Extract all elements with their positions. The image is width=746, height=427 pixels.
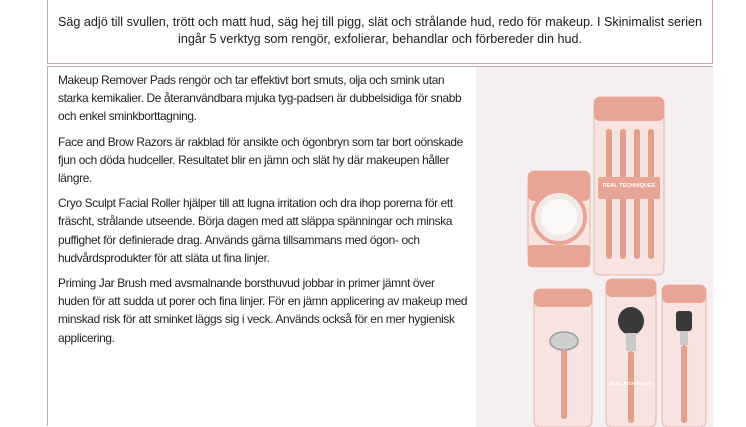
paragraph-cryo-sculpt-roller: Cryo Sculpt Facial Roller hjälper till att lugna irritation och dra ihop porerna för ett fräscht, strålande utseende. Börja dagen med att släppa spänningar och minska puffighet för definierade drag. Används gärna tillsammans med ögon- och hudvårdsprodukter för att släta ut fina linjer. (58, 196, 453, 265)
brand-label-brush: REAL TECHNIQUES (609, 381, 653, 386)
second-brush-package (662, 285, 706, 427)
cryo-sculpt-roller-package (534, 289, 592, 427)
makeup-remover-pads-package (528, 171, 590, 267)
face-and-brow-razors-package (594, 97, 664, 275)
paragraph-priming-jar-brush: Priming Jar Brush med avsmalnande borsthuvud jobbar in primer jämnt över huden för att sudda ut porer och fina linjer. För en jämn applicering av makeup med minskad risk för att sminket läggs sig i veck. Används också för en mer hygienisk applicering. (58, 276, 468, 345)
paragraph-makeup-remover-pads: Makeup Remover Pads rengör och tar effektivt bort smuts, olja och smink utan starka kemikalier. De återanvändbara mjuka tyg-padsen är dubbelsidiga för snabb och enkel sminkborttagning. (58, 73, 462, 124)
intro-box (47, 0, 713, 64)
content-box (47, 66, 713, 426)
brand-label-razors: REAL TECHNIQUES (602, 183, 656, 189)
product-image-svg (476, 67, 713, 427)
priming-jar-brush-package (606, 279, 656, 427)
product-descriptions (58, 71, 468, 354)
product-image (476, 67, 713, 427)
intro-text: Säg adjö till svullen, trött och matt hud, säg hej till pigg, slät och strålande hud, redo för makeup. I Skinimalist serien ingår 5 verktyg som rengör, exfolierar, behandlar och förbereder din hud. (58, 14, 703, 46)
paragraph-face-and-brow-razors: Face and Brow Razors är rakblad för ansikte och ögonbryn som tar bort oönskade fjun och döda hudceller. Resultatet blir en jämn och slät hy där makeupen håller längre. (58, 134, 463, 186)
